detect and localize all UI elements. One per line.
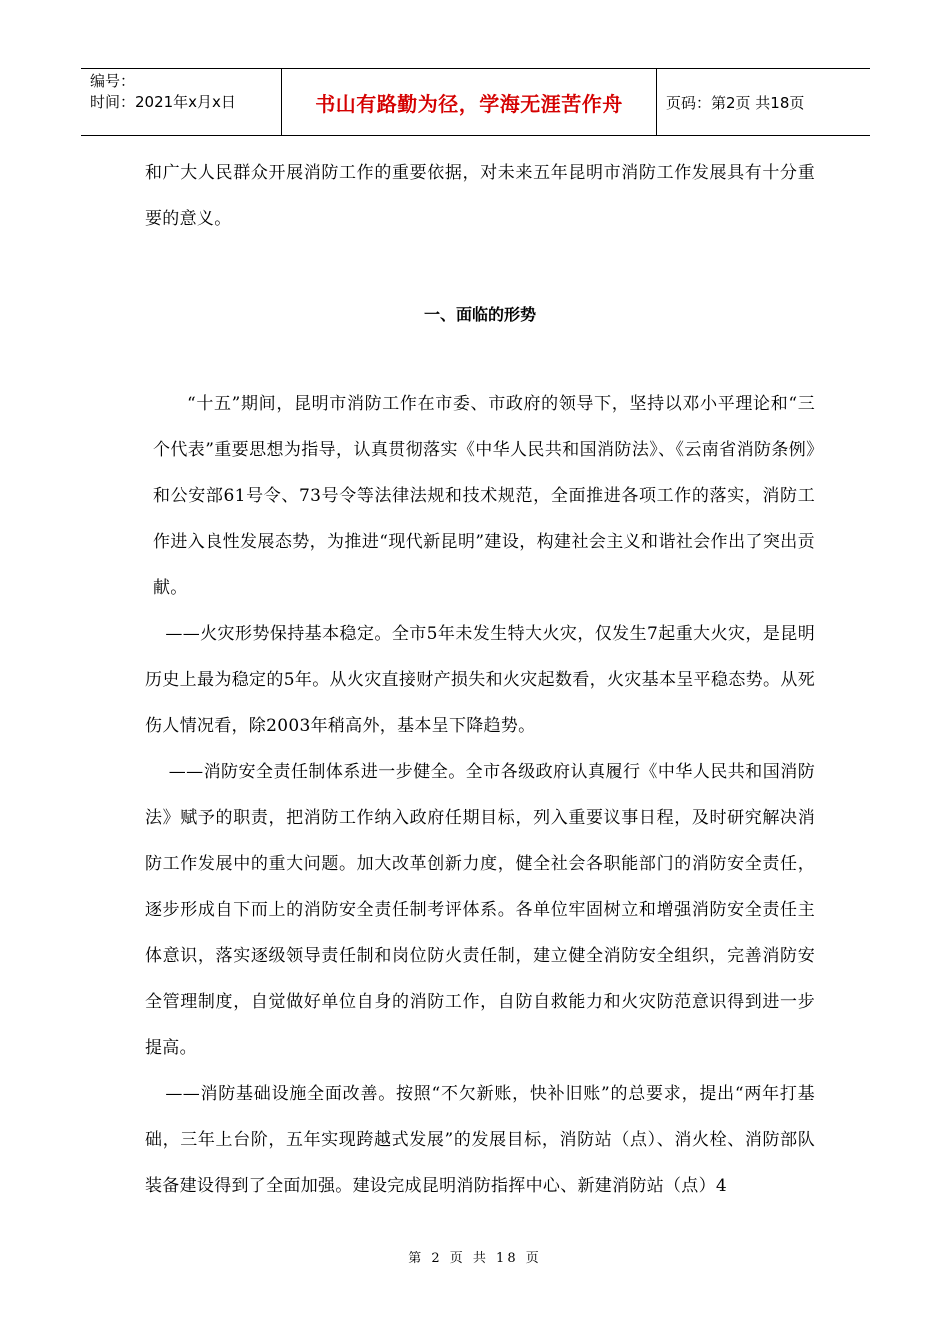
body-paragraph-1: “十五”期间，昆明市消防工作在市委、市政府的领导下，坚持以邓小平理论和“三个代表”重要思想为指导，认真贯彻落实《中华人民共和国消防法》、《云南省消防条例》和公安部61号令、73号令等法律法规和技术规范，全面推进各项工作的落实，消防工作进入良性发展态势，为推进“现代新昆明”建设，构建社会主义和谐社会作出了突出贡献。 (153, 394, 815, 598)
body-paragraph-2: ——火灾形势保持基本稳定。全市5年未发生特大火灾，仅发生7起重大火灾，是昆明历史上最为稳定的5年。从火灾直接财产损失和火灾起数看，火灾基本呈平稳态势。从死伤人情况看，除2003年稍高外，基本呈下降趋势。 (145, 624, 815, 736)
header-meta (81, 69, 282, 135)
body-paragraph-3: ——消防安全责任制体系进一步健全。全市各级政府认真履行《中华人民共和国消防法》赋予的职责，把消防工作纳入政府任期目标，列入重要议事日程，及时研究解决消防工作发展中的重大问题。加大改革创新力度，健全社会各职能部门的消防安全责任，逐步形成自下而上的消防安全责任制考评体系。各单位牢固树立和增强消防安全责任主体意识，落实逐级领导责任制和岗位防火责任制，建立健全消防安全组织，完善消防安全管理制度，自觉做好单位自身的消防工作，自防自救能力和火灾防范意识得到进一步提高。 (145, 762, 815, 1058)
document-body (145, 150, 815, 1209)
page-footer: 第 2 页 共 18 页 (408, 1251, 542, 1266)
document-number-label: 编号： (90, 72, 136, 90)
body-paragraph-4: ——消防基础设施全面改善。按照“不欠新账，快补旧账”的总要求，提出“两年打基础，三年上台阶，五年实现跨越式发展”的发展目标，消防站（点）、消火栓、消防部队装备建设得到了全面加强。建设完成昆明消防指挥中心、新建消防站（点）4 (145, 1084, 815, 1196)
header-motto: 书山有路勤为径，学海无涯苦作舟 (282, 69, 657, 135)
page-header (81, 68, 870, 136)
document-time-label: 时间：2021年x月x日 (90, 93, 236, 111)
header-page-info: 页码：第2页 共18页 (666, 93, 805, 112)
intro-paragraph: 和广大人民群众开展消防工作的重要依据，对未来五年昆明市消防工作发展具有十分重要的意义。 (145, 163, 815, 229)
section-title: 一、面临的形势 (423, 305, 536, 324)
